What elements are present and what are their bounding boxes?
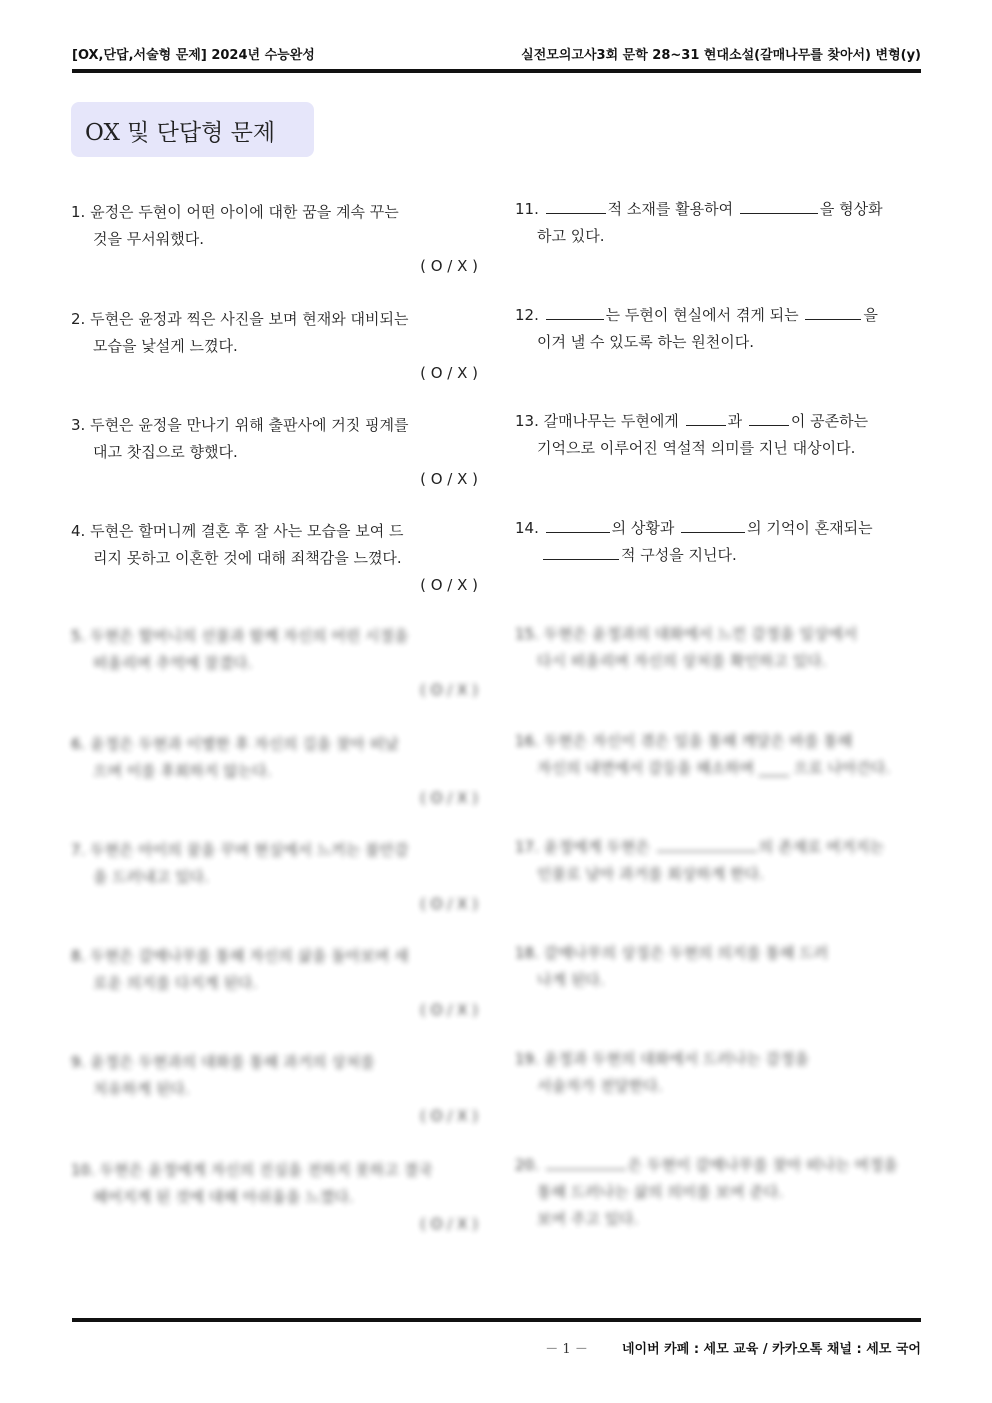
question-text: 이 공존하는 xyxy=(790,412,869,430)
page-footer xyxy=(72,1338,921,1358)
section-title: OX 및 단답형 문제 xyxy=(85,120,276,146)
question-text: 을 형상화 xyxy=(819,200,883,218)
question-text: 는 두현이 현실에서 겪게 되는 xyxy=(605,306,804,324)
ox-answer-mark: ( O / X ) xyxy=(420,576,478,594)
question-text: 이겨 낼 수 있도록 하는 원천이다. xyxy=(537,333,754,351)
answer-blank[interactable] xyxy=(686,411,726,426)
question-text: 적 구성을 지닌다. xyxy=(621,546,737,564)
short-answer-question xyxy=(515,834,921,888)
ox-question xyxy=(71,518,478,599)
answer-blank[interactable] xyxy=(543,545,619,560)
ox-answer-mark: ( O / X ) xyxy=(420,364,478,382)
question-text: 것을 무서워했다. xyxy=(93,230,204,248)
short-answer-question xyxy=(515,515,921,569)
question-text: 19. 윤정과 두현의 대화에서 드러나는 감정을 xyxy=(515,1050,810,1068)
question-text: 의 상황과 xyxy=(611,519,680,537)
answer-blank[interactable] xyxy=(805,305,861,320)
question-text: 15. 두현은 윤정과의 대화에서 느낀 감정을 일상에서 xyxy=(515,625,858,643)
question-text: 보여 주고 있다. xyxy=(537,1210,639,1228)
answer-blank[interactable] xyxy=(546,305,604,320)
short-answer-question xyxy=(515,728,921,782)
ox-answer-mark: ( O / X ) xyxy=(420,681,478,699)
answer-blank[interactable] xyxy=(740,199,818,214)
question-text: 12. xyxy=(515,306,544,324)
question-text: 은 두현이 갈매나무를 찾아 떠나는 여정을 xyxy=(627,1156,898,1174)
question-text: 1. 윤정은 두현이 어떤 아이에 대한 꿈을 계속 꾸는 xyxy=(71,203,399,221)
answer-blank[interactable] xyxy=(681,518,745,533)
page-header xyxy=(72,44,921,64)
answer-blank[interactable] xyxy=(546,1155,626,1170)
question-text: 하고 있다. xyxy=(537,227,605,245)
ox-answer-mark: ( O / X ) xyxy=(420,1107,478,1125)
ox-answer-mark: ( O / X ) xyxy=(420,1215,478,1233)
question-text: 으며 이를 후회하지 않는다. xyxy=(93,762,272,780)
short-answer-question xyxy=(515,302,921,356)
question-text: 18. 갈매나무의 상징은 두현의 의지를 통해 드러 xyxy=(515,944,829,962)
short-answer-question xyxy=(515,1152,921,1233)
question-text: 기억으로 이루어진 역설적 의미를 지닌 대상이다. xyxy=(537,439,856,457)
ox-question xyxy=(71,412,478,493)
question-text: 의 존재로 여겨지는 xyxy=(758,838,885,856)
question-text: 을 드러내고 있다. xyxy=(93,868,209,886)
question-text: 17. 윤정에게 두현은 xyxy=(515,838,655,856)
short-answer-question xyxy=(515,1046,921,1100)
ox-question xyxy=(71,623,478,704)
ox-answer-mark: ( O / X ) xyxy=(420,895,478,913)
question-text: 나게 된다. xyxy=(537,971,605,989)
question-text: 3. 두현은 윤정을 만나기 위해 출판사에 거짓 핑계를 xyxy=(71,416,409,434)
ox-answer-mark: ( O / X ) xyxy=(420,470,478,488)
question-text: 헤어지게 된 것에 대해 아쉬움을 느꼈다. xyxy=(93,1188,354,1206)
question-text: 11. xyxy=(515,200,544,218)
header-left: [OX,단답,서술형 문제] 2024년 수능완성 xyxy=(72,48,315,63)
question-text: 적 소재를 활용하여 xyxy=(607,200,738,218)
question-text: 16. 두현은 자신이 겪은 일을 통해 깨달은 바를 통해 xyxy=(515,732,853,750)
question-text: 인물로 남아 과거를 회상하게 한다. xyxy=(537,865,764,883)
question-text: 로운 의지를 다지게 된다. xyxy=(93,974,257,992)
question-text: 과 xyxy=(727,412,747,430)
question-text: 7. 두현은 아이의 꿈을 꾸며 현실에서 느끼는 불안감 xyxy=(71,841,409,859)
question-text: 다시 떠올리며 자신의 상처를 확인하고 있다. xyxy=(537,652,827,670)
question-text: 서술자가 전달한다. xyxy=(537,1077,663,1095)
answer-blank[interactable] xyxy=(749,411,789,426)
question-text: 14. xyxy=(515,519,544,537)
question-text: 6. 윤정은 두현과 이별한 후 자신의 길을 찾아 떠났 xyxy=(71,735,399,753)
ox-answer-mark: ( O / X ) xyxy=(420,257,478,275)
answer-blank[interactable] xyxy=(546,199,606,214)
header-rule xyxy=(72,69,921,73)
question-text: 의 기억이 혼재되는 xyxy=(747,519,873,537)
answer-blank[interactable] xyxy=(546,518,610,533)
question-text: 대고 찻집으로 향했다. xyxy=(93,443,238,461)
ox-question xyxy=(71,1157,478,1238)
question-text: 떠올리며 추억에 잠겼다. xyxy=(93,654,253,672)
footer-rule xyxy=(72,1318,921,1322)
question-text: 자신의 내면에서 갈등을 해소하며 ____ 으로 나아간다. xyxy=(537,759,891,777)
footer-brand: 네이버 카페 : 세모 교육 / 카카오톡 채널 : 세모 국어 xyxy=(621,1342,921,1357)
question-text: 8. 두현은 갈매나무를 통해 자신의 삶을 돌아보며 새 xyxy=(71,947,409,965)
question-text: 통해 드러나는 삶의 의미를 보여 준다. xyxy=(537,1183,783,1201)
ox-question xyxy=(71,731,478,812)
ox-question xyxy=(71,1049,478,1130)
ox-question xyxy=(71,837,478,918)
page-number: － 1 － xyxy=(545,1342,588,1357)
answer-blank[interactable] xyxy=(657,837,757,852)
question-text: 13. 갈매나무는 두현에게 xyxy=(515,412,684,430)
ox-question xyxy=(71,306,478,387)
question-text: 2. 두현은 윤정과 찍은 사진을 보며 현재와 대비되는 xyxy=(71,310,409,328)
ox-answer-mark: ( O / X ) xyxy=(420,789,478,807)
header-right: 실전모의고사3회 문학 28~31 현대소설(갈매나무를 찾아서) 변형(y) xyxy=(521,48,921,63)
question-text: 20. xyxy=(515,1156,544,1174)
short-answer-question xyxy=(515,940,921,994)
question-text: 5. 두현은 할머니의 선물과 함께 자신의 어린 시절을 xyxy=(71,627,409,645)
ox-question xyxy=(71,943,478,1024)
question-text: 리지 못하고 이혼한 것에 대해 죄책감을 느꼈다. xyxy=(93,549,402,567)
short-answer-question xyxy=(515,621,921,675)
question-text: 모습을 낯설게 느꼈다. xyxy=(93,337,238,355)
short-answer-question xyxy=(515,196,921,250)
short-answer-question xyxy=(515,408,921,462)
question-text: 을 xyxy=(863,306,878,324)
question-text: 치유하게 된다. xyxy=(93,1080,190,1098)
section-title-box xyxy=(71,102,314,157)
question-text: 4. 두현은 할머니께 결혼 후 잘 사는 모습을 보여 드 xyxy=(71,522,404,540)
question-text: 10. 두현은 윤정에게 자신의 진심을 전하지 못하고 결국 xyxy=(71,1161,433,1179)
ox-answer-mark: ( O / X ) xyxy=(420,1001,478,1019)
question-text: 9. 윤정은 두현과의 대화를 통해 과거의 상처를 xyxy=(71,1053,375,1071)
ox-question xyxy=(71,199,478,280)
